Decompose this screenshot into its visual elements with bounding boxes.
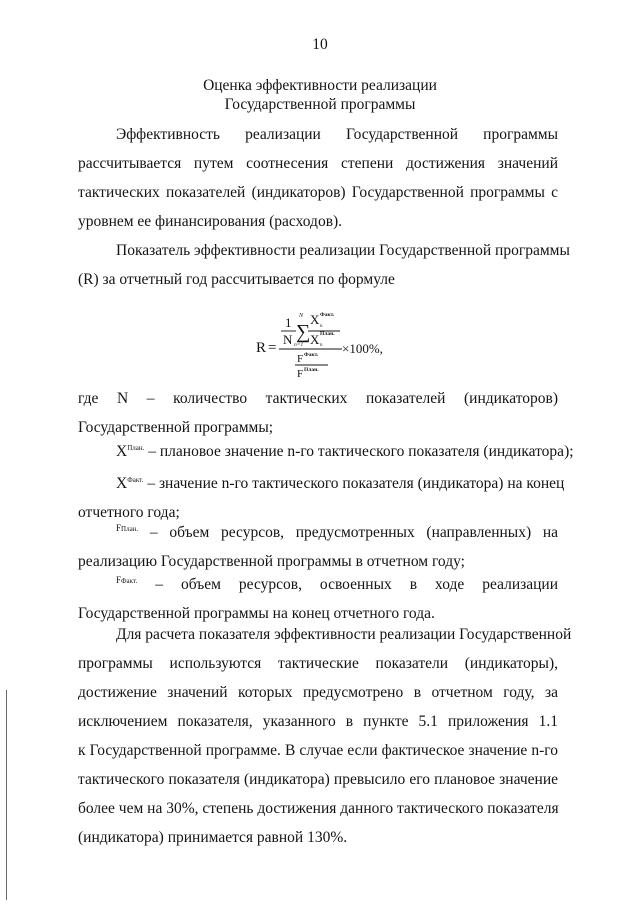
sigma-icon: ∑ xyxy=(296,321,311,343)
formula-x-plan-sup: План. xyxy=(320,331,335,337)
symbol-x: X xyxy=(116,443,128,461)
formula-f-plan: F xyxy=(297,368,304,380)
efficiency-formula xyxy=(0,300,640,380)
formula-x-fakt: X xyxy=(310,312,320,327)
paragraph-indicator xyxy=(78,236,570,294)
symbol-f-fakt-sup: Факт. xyxy=(121,577,138,585)
definition-text: – объем ресурсов, предусмотренных (направленных) на xyxy=(149,524,559,542)
symbol-f-fakt xyxy=(116,576,137,593)
text-line: где N – количество тактических показателей (индикаторов) xyxy=(78,390,558,407)
formula-f-fakt-sup: Факт. xyxy=(304,352,319,358)
formula-f-plan-sup: План. xyxy=(304,367,319,373)
definition-text: – значение n-го тактического показателя (индикатора) на конец xyxy=(147,475,565,493)
symbol-x-plan-sup: План. xyxy=(127,444,145,452)
text-line: реализацию Государственной программы в отчетном году; xyxy=(78,553,465,571)
definition-text: – объем ресурсов, освоенных в ходе реализации xyxy=(155,576,559,594)
definition-f-fakt-line xyxy=(78,566,558,599)
definition-x-plan-line xyxy=(78,434,574,466)
definition-f-fakt xyxy=(78,566,558,628)
text-line: (R) за отчетный год рассчитывается по формуле xyxy=(78,271,395,288)
text-line: тактического показателя (индикатора) превысило его плановое значение xyxy=(78,771,558,788)
text-line: Эффективность реализации Государственной программы xyxy=(116,126,558,143)
paragraph-efficiency xyxy=(78,120,558,236)
page-number: 10 xyxy=(312,36,328,53)
section-title xyxy=(0,76,640,114)
formula-times-100: ×100%, xyxy=(342,341,383,356)
formula-sum-lower: n=1 xyxy=(294,342,304,348)
section-title-line-1: Оценка эффективности реализации xyxy=(203,77,437,94)
text-line: Государственной программы на конец отчетного года. xyxy=(78,605,435,623)
text-line: тактических показателей (индикаторов) Государственной программы с xyxy=(78,184,558,201)
text-line: Показатель эффективности реализации Государственной программы xyxy=(116,242,570,259)
definition-text: – плановое значение n-го тактического показателя (индикатора); xyxy=(148,443,574,461)
symbol-f-plan xyxy=(116,524,138,541)
text-line: (индикатора) принимается равной 130%. xyxy=(78,829,348,846)
section-title-line-2: Государственной программы xyxy=(224,96,416,113)
formula-x-plan: X xyxy=(310,332,320,347)
text-line: достижение значений которых предусмотрено в отчетном году, за xyxy=(78,684,558,701)
formula-x-fakt-sup: Факт. xyxy=(320,312,335,318)
text-line: исключением показателя, указанного в пункте 5.1 приложения 1.1 xyxy=(78,713,558,730)
formula-x-fakt-sub: n xyxy=(320,324,323,329)
formula-f-fakt: F xyxy=(297,353,304,365)
symbol-x: X xyxy=(116,475,128,493)
formula-r: R xyxy=(256,340,267,356)
symbol-x-plan xyxy=(116,443,144,460)
formula-one: 1 xyxy=(285,315,292,330)
scan-edge-line xyxy=(6,690,7,900)
definition-f-plan-line xyxy=(78,514,558,547)
definition-x-fakt-line xyxy=(78,466,565,498)
text-line: более чем на 30%, степень достижения данного тактического показателя xyxy=(78,800,559,817)
definition-x-plan xyxy=(78,434,574,466)
symbol-f: F xyxy=(116,523,122,533)
symbol-x-fakt-sup: Факт. xyxy=(127,476,144,484)
text-line: отчетного года; xyxy=(78,504,180,522)
text-line: к Государственной программе. В случае если фактическое значение n-го xyxy=(78,742,558,759)
formula-n-denominator: N xyxy=(283,332,293,347)
text-line: Государственной программы; xyxy=(78,419,274,436)
formula-x-plan-sub: n xyxy=(320,343,323,348)
formula-equals: = xyxy=(268,340,277,356)
formula-sum-upper: N xyxy=(299,313,304,319)
text-line: Для расчета показателя эффективности реализации Государственной xyxy=(116,626,572,643)
text-line: рассчитывается путем соотнесения степени достижения значений xyxy=(78,155,558,172)
text-line: уровнем ее финансирования (расходов). xyxy=(78,213,343,230)
symbol-f: F xyxy=(116,575,122,585)
symbol-x-fakt xyxy=(116,475,143,492)
paragraph-calculation xyxy=(78,620,572,852)
text-line: программы используются тактические показатели (индикаторы), xyxy=(78,655,558,672)
symbol-f-plan-sup: План. xyxy=(121,525,139,533)
